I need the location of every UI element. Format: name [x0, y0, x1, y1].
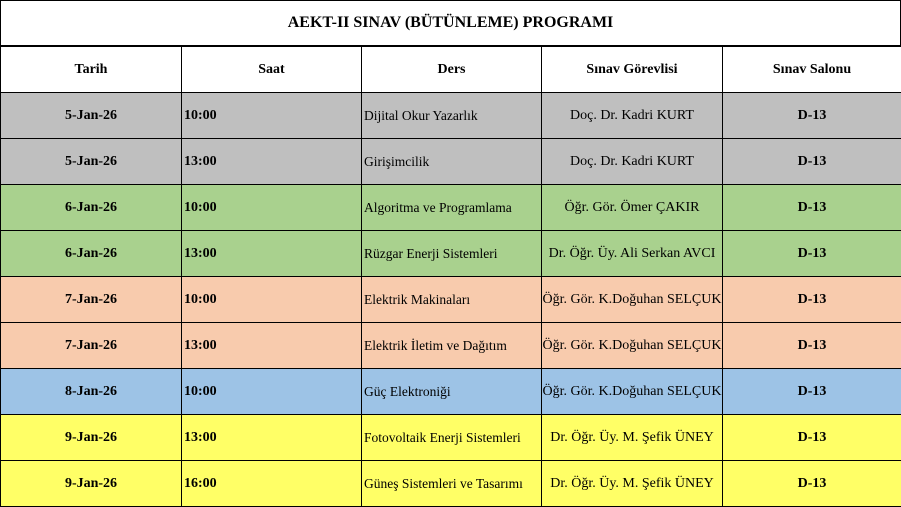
- course-cell: Fotovoltaik Enerji Sistemleri: [362, 415, 542, 461]
- time-cell: 13:00: [182, 415, 362, 461]
- proctor-cell: Doç. Dr. Kadri KURT: [542, 139, 723, 185]
- header-date: Tarih: [1, 47, 182, 93]
- proctor-cell: Öğr. Gör. K.Doğuhan SELÇUK: [542, 323, 723, 369]
- proctor-cell: Dr. Öğr. Üy. M. Şefik ÜNEY: [542, 461, 723, 507]
- time-cell: 16:00: [182, 461, 362, 507]
- course-cell: Elektrik Makinaları: [362, 277, 542, 323]
- table-row: [1, 185, 901, 231]
- schedule-table: [0, 46, 901, 507]
- date-cell: 9-Jan-26: [1, 461, 182, 507]
- header-time: Saat: [182, 47, 362, 93]
- header-row: [1, 47, 901, 93]
- proctor-cell: Dr. Öğr. Üy. Ali Serkan AVCI: [542, 231, 723, 277]
- header-room: Sınav Salonu: [723, 47, 901, 93]
- table-row: [1, 461, 901, 507]
- proctor-cell: Öğr. Gör. Ömer ÇAKIR: [542, 185, 723, 231]
- room-cell: D-13: [723, 277, 901, 323]
- proctor-cell: Öğr. Gör. K.Doğuhan SELÇUK: [542, 369, 723, 415]
- date-cell: 9-Jan-26: [1, 415, 182, 461]
- page-title: AEKT-II SINAV (BÜTÜNLEME) PROGRAMI: [0, 0, 901, 46]
- time-cell: 10:00: [182, 185, 362, 231]
- proctor-cell: Dr. Öğr. Üy. M. Şefik ÜNEY: [542, 415, 723, 461]
- room-cell: D-13: [723, 231, 901, 277]
- date-cell: 7-Jan-26: [1, 277, 182, 323]
- course-cell: Algoritma ve Programlama: [362, 185, 542, 231]
- time-cell: 10:00: [182, 93, 362, 139]
- room-cell: D-13: [723, 185, 901, 231]
- table-row: [1, 369, 901, 415]
- date-cell: 8-Jan-26: [1, 369, 182, 415]
- course-cell: Rüzgar Enerji Sistemleri: [362, 231, 542, 277]
- table-row: [1, 93, 901, 139]
- date-cell: 6-Jan-26: [1, 231, 182, 277]
- date-cell: 7-Jan-26: [1, 323, 182, 369]
- room-cell: D-13: [723, 93, 901, 139]
- date-cell: 6-Jan-26: [1, 185, 182, 231]
- time-cell: 13:00: [182, 231, 362, 277]
- proctor-cell: Öğr. Gör. K.Doğuhan SELÇUK: [542, 277, 723, 323]
- date-cell: 5-Jan-26: [1, 139, 182, 185]
- course-cell: Girişimcilik: [362, 139, 542, 185]
- header-course: Ders: [362, 47, 542, 93]
- time-cell: 10:00: [182, 277, 362, 323]
- room-cell: D-13: [723, 323, 901, 369]
- room-cell: D-13: [723, 369, 901, 415]
- date-cell: 5-Jan-26: [1, 93, 182, 139]
- time-cell: 13:00: [182, 139, 362, 185]
- header-proctor: Sınav Görevlisi: [542, 47, 723, 93]
- table-row: [1, 323, 901, 369]
- table-row: [1, 231, 901, 277]
- time-cell: 13:00: [182, 323, 362, 369]
- table-row: [1, 139, 901, 185]
- time-cell: 10:00: [182, 369, 362, 415]
- room-cell: D-13: [723, 139, 901, 185]
- table-row: [1, 277, 901, 323]
- course-cell: Güneş Sistemleri ve Tasarımı: [362, 461, 542, 507]
- schedule-rows: [1, 93, 901, 507]
- room-cell: D-13: [723, 415, 901, 461]
- table-row: [1, 415, 901, 461]
- course-cell: Elektrik İletim ve Dağıtım: [362, 323, 542, 369]
- course-cell: Dijital Okur Yazarlık: [362, 93, 542, 139]
- course-cell: Güç Elektroniği: [362, 369, 542, 415]
- proctor-cell: Doç. Dr. Kadri KURT: [542, 93, 723, 139]
- room-cell: D-13: [723, 461, 901, 507]
